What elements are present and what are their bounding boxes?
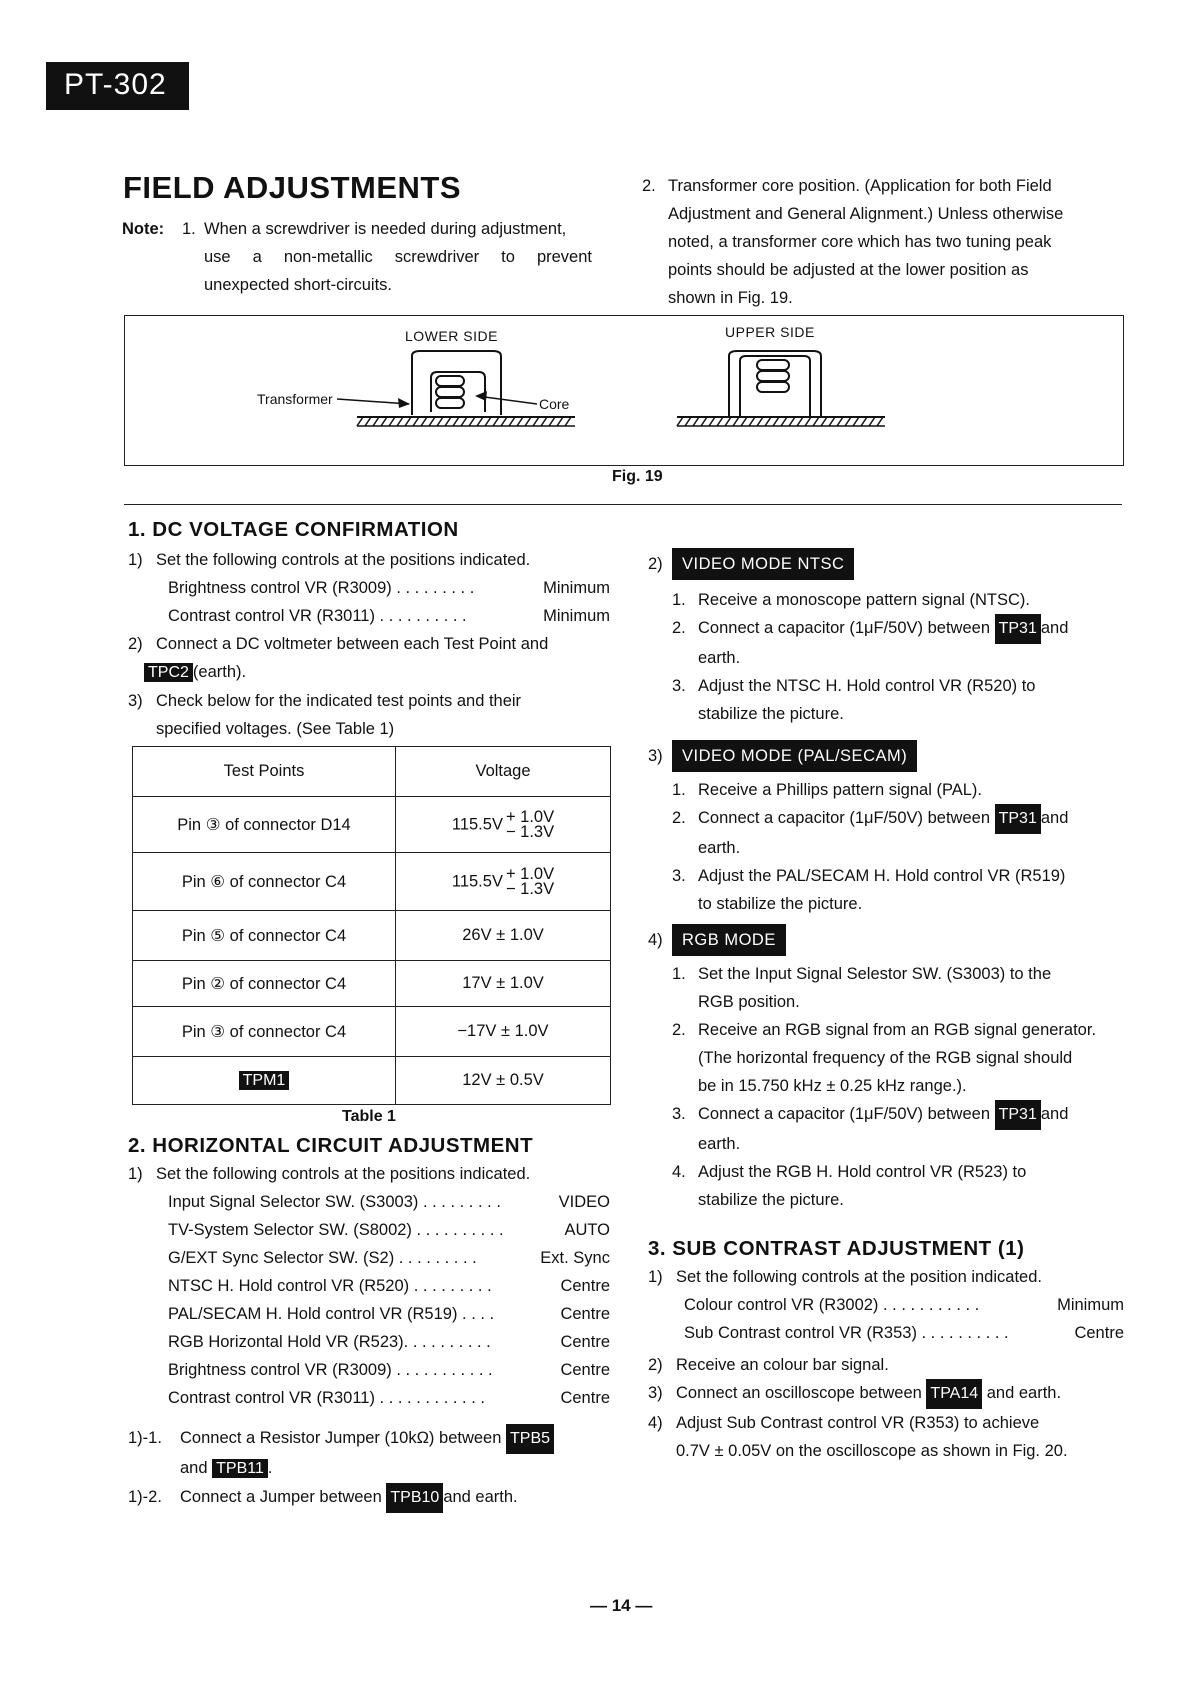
test-point-badge: TPB10 — [386, 1483, 443, 1513]
section-3: 3. SUB CONTRAST ADJUSTMENT (1) 1) Set the following controls at the position indicated. Colour control VR (R3002) . . . . . . . . . . . Minimum Sub Contrast control VR (R353) . . . . . . . . . . Centre 2) Receive an colour bar signal. 3) Connect an oscilloscope between TPA14 and earth. 4) Adjust Sub Contrast control VR (R353) to achieve 0.7V ± 0.05V on the oscilloscope as shown in Fig. 20. — [648, 1237, 1124, 1460]
page-title: FIELD ADJUSTMENTS — [123, 170, 462, 205]
table-row: Pin ② of connector C4 17V ± 1.0V — [133, 961, 611, 1007]
table-header: Voltage — [396, 747, 611, 797]
control-row: G/EXT Sync Selector SW. (S2) . . . . . . . . . Ext. Sync — [168, 1249, 610, 1267]
note-label: Note: — [122, 220, 165, 238]
table-caption: Table 1 — [342, 1108, 396, 1125]
control-row: Contrast control VR (R3011) . . . . . . . . . . Minimum — [168, 607, 610, 625]
test-point-badge: TPC2 — [144, 663, 193, 682]
table-header: Test Points — [133, 747, 396, 797]
note-num: 1. — [182, 220, 196, 238]
page-number: — 14 — — [590, 1596, 653, 1615]
test-point-badge: TPB11 — [212, 1459, 268, 1478]
test-point-badge: TP31 — [995, 1100, 1041, 1130]
voltage-table — [132, 746, 611, 1105]
lower-side-label: LOWER SIDE — [405, 328, 498, 344]
transformer-label: Transformer — [257, 391, 333, 407]
figure-caption: Fig. 19 — [612, 468, 663, 485]
mode-label: VIDEO MODE (PAL/SECAM) — [672, 740, 917, 772]
control-row: RGB Horizontal Hold VR (R523). . . . . . . . . . Centre — [168, 1333, 610, 1351]
test-point-badge: TPB5 — [506, 1424, 554, 1454]
note-line3: unexpected short-circuits. — [204, 276, 393, 294]
table-row: Pin ③ of connector C4 −17V ± 1.0V — [133, 1007, 611, 1057]
section-1: 1. DC VOLTAGE CONFIRMATION 1) Set the following controls at the positions indicated. Brightness control VR (R3009) . . . . . . . . . Minimum Contrast control VR (R3011) . . . . . . . . . . Minimum 2) Connect a DC voltmeter between each Test Point and TPC2 (earth). 3) Check below for the indicated test points and their specified voltages. (See Table 1) — [128, 518, 610, 738]
mode-label: VIDEO MODE NTSC — [672, 548, 854, 580]
mode-label: RGB MODE — [672, 924, 786, 956]
note-2: 2. Transformer core position. (Application for both Field Adjustment and General Alignment.) Unless otherwise noted, a transformer core which has two tuning peak points should be adjusted at the lower position as shown in Fig. 19. — [642, 177, 1064, 307]
upper-side-label: UPPER SIDE — [725, 324, 815, 340]
control-row: TV-System Selector SW. (S8002) . . . . . . . . . . AUTO — [168, 1221, 610, 1239]
divider — [124, 504, 1122, 505]
rgb-mode-block: 4) RGB MODE 1. Set the Input Signal Selestor SW. (S3003) to the RGB position. 2. Receive an RGB signal from an RGB signal generator. (The horizontal frequency of the RGB signal should be in 15.750 kHz ± 0.25 kHz range.). 3. Connect a capacitor (1μF/50V) between TP31 and earth. 4. Adjust the RGB H. Hold control VR (R523) to stabilize the picture. — [648, 924, 1124, 1214]
test-point-badge: TPM1 — [239, 1071, 290, 1090]
transformer-diagram — [125, 316, 1123, 465]
note-line2: use a non-metallic screwdriver to prevent — [204, 248, 592, 266]
core-label: Core — [539, 396, 570, 412]
control-row: Colour control VR (R3002) . . . . . . . . . . . Minimum — [684, 1296, 1124, 1314]
pal-mode-block: 3) VIDEO MODE (PAL/SECAM) 1. Receive a Phillips pattern signal (PAL). 2. Connect a capacitor (1μF/50V) between TP31 and earth. 3. Adjust the PAL/SECAM H. Hold control VR (R519) to stabilize the picture. — [648, 740, 1124, 918]
section-3-title: 3. SUB CONTRAST ADJUSTMENT (1) — [648, 1237, 1025, 1260]
note-1 — [122, 215, 602, 299]
section-1-title: 1. DC VOLTAGE CONFIRMATION — [128, 518, 459, 541]
table-row: Pin ⑥ of connector C4 115.5V + 1.0V − 1.3V — [133, 853, 611, 911]
test-point-badge: TPA14 — [926, 1379, 982, 1409]
control-row: NTSC H. Hold control VR (R520) . . . . . . . . . Centre — [168, 1277, 610, 1295]
right-column — [648, 548, 1124, 1214]
test-point-badge: TP31 — [995, 804, 1041, 834]
section-2: 2. HORIZONTAL CIRCUIT ADJUSTMENT 1) Set the following controls at the positions indicated. Input Signal Selector SW. (S3003) . . . . . . . . . VIDEO TV-System Selector SW. (S8002) . . . . . . . . . . AUTO G/EXT Sync Selector SW. (S2) . . . . . . . . . Ext. Sync NTSC H. Hold control VR (R520) . . . . . . . . . Centre PAL/SECAM H. Hold control VR (R519) . . . . Centre RGB Horizontal Hold VR (R523). . . . . . . . . . Centre Brightness control VR (R3009) . . . . . . . . . . . Centre Contrast control VR (R3011) . . . . . . . . . . . . Centre 1)-1. Connect a Resistor Jumper (10kΩ) between TPB5 and TPB11 . 1)-2. Connect a Jumper between TPB10 and earth. — [128, 1134, 610, 1513]
section-2-title: 2. HORIZONTAL CIRCUIT ADJUSTMENT — [128, 1134, 534, 1157]
control-row: Contrast control VR (R3011) . . . . . . . . . . . . Centre — [168, 1389, 610, 1407]
table-row: Pin ③ of connector D14 115.5V + 1.0V − 1.3V — [133, 797, 611, 853]
control-row: PAL/SECAM H. Hold control VR (R519) . . . . Centre — [168, 1305, 610, 1323]
ntsc-mode-block: 2) VIDEO MODE NTSC 1. Receive a monoscope pattern signal (NTSC). 2. Connect a capacitor (1μF/50V) between TP31 and earth. 3. Adjust the NTSC H. Hold control VR (R520) to stabilize the picture. — [648, 548, 1124, 728]
figure-19 — [124, 315, 1124, 466]
control-row: Brightness control VR (R3009) . . . . . . . . . Minimum — [168, 579, 610, 597]
table-row: Pin ⑤ of connector C4 26V ± 1.0V — [133, 911, 611, 961]
note-line1: When a screwdriver is needed during adjustment, — [204, 220, 567, 238]
control-row: Brightness control VR (R3009) . . . . . . . . . . . Centre — [168, 1361, 610, 1379]
model-badge: PT-302 — [46, 62, 189, 110]
test-point-badge: TP31 — [995, 614, 1041, 644]
control-row: Input Signal Selector SW. (S3003) . . . . . . . . . VIDEO — [168, 1193, 610, 1211]
table-row: TPM1 12V ± 0.5V — [133, 1057, 611, 1105]
control-row: Sub Contrast control VR (R353) . . . . . . . . . . Centre — [684, 1324, 1124, 1342]
